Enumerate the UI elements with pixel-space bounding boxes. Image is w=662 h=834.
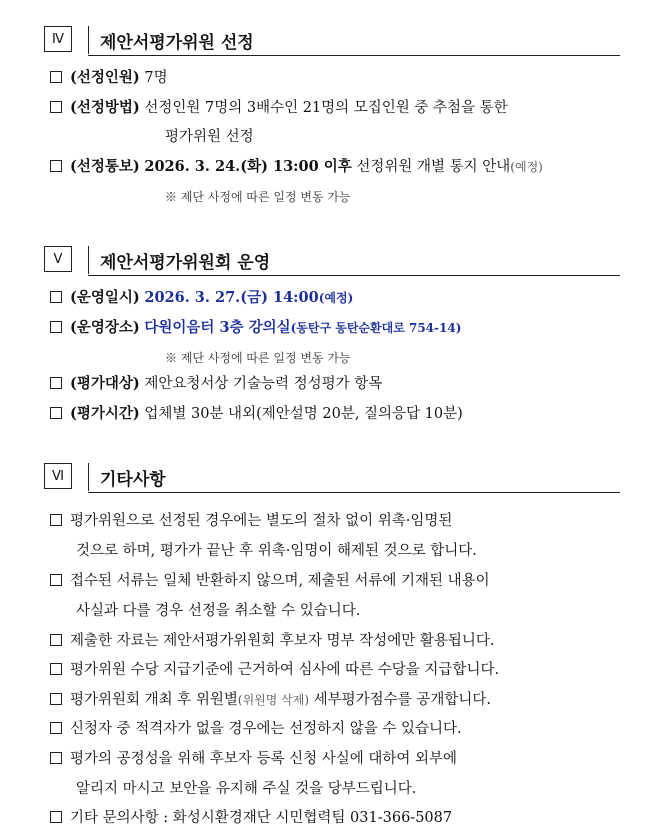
- item-text-continued: 사실과 다를 경우 선정을 취소할 수 있습니다.: [76, 603, 361, 619]
- item-label: (선정인원): [70, 69, 140, 86]
- list-item: [50, 157, 622, 177]
- checkbox-icon: [50, 722, 62, 734]
- checkbox-icon: [50, 693, 62, 705]
- section-6-header: [44, 463, 620, 493]
- item-text: 평가위원회 개최 후 위원별: [70, 692, 238, 708]
- list-item: [50, 318, 622, 338]
- item-text-continued: 평가위원 선정: [165, 129, 254, 145]
- item-text: 평가의 공정성을 위해 후보자 등록 신청 사실에 대하여 외부에: [70, 751, 458, 767]
- list-item: [50, 404, 622, 424]
- list-item: [50, 690, 622, 710]
- checkbox-icon: [50, 663, 62, 675]
- checkbox-icon: [50, 514, 62, 526]
- list-item: [50, 749, 622, 769]
- meeting-place: 다원이음터 3층 강의실: [144, 319, 291, 336]
- meeting-datetime: 2026. 3. 27.(금) 14:00: [144, 289, 319, 306]
- tentative-note: (예정): [318, 291, 354, 305]
- section-5-header: [44, 246, 620, 276]
- item-text: 7명: [144, 70, 168, 86]
- checkbox-icon: [50, 321, 62, 333]
- list-item: [50, 288, 622, 308]
- divider: [88, 246, 89, 274]
- underline: [88, 55, 620, 56]
- checkbox-icon: [50, 634, 62, 646]
- meeting-address: (동탄구 동탄순환대로 754-14): [290, 321, 462, 335]
- list-item: [50, 68, 622, 88]
- item-label: (평가대상): [70, 375, 140, 392]
- item-text: 평가위원으로 선정된 경우에는 별도의 절차 없이 위촉·임명된: [70, 513, 453, 529]
- item-label: (운영장소): [70, 319, 140, 336]
- item-label: (선정통보): [70, 158, 140, 175]
- underline: [88, 492, 620, 493]
- list-item: [50, 511, 622, 531]
- section-numeral: Ⅵ: [44, 463, 72, 489]
- list-item: [50, 808, 622, 828]
- underline: [88, 275, 620, 276]
- checkbox-icon: [50, 574, 62, 586]
- section-numeral: Ⅳ: [44, 26, 72, 52]
- item-label: (운영일시): [70, 289, 140, 306]
- item-text: 평가위원 수당 지급기준에 근거하여 심사에 따른 수당을 지급합니다.: [70, 662, 500, 678]
- item-text: 접수된 서류는 일체 반환하지 않으며, 제출된 서류에 기재된 내용이: [70, 573, 490, 589]
- checkbox-icon: [50, 377, 62, 389]
- item-text-continued: 것으로 하며, 평가가 끝난 후 위촉·임명이 해제된 것으로 합니다.: [76, 543, 477, 559]
- item-text: 세부평가점수를 공개합니다.: [313, 692, 491, 708]
- list-item: [50, 98, 622, 118]
- checkbox-icon: [50, 752, 62, 764]
- checkbox-icon: [50, 71, 62, 83]
- item-text: 신청자 중 적격자가 없을 경우에는 선정하지 않을 수 있습니다.: [70, 721, 462, 737]
- checkbox-icon: [50, 811, 62, 823]
- item-text: 선정위원 개별 통지 안내: [356, 159, 511, 175]
- list-item: [50, 571, 622, 591]
- notify-date: 2026. 3. 24.(화) 13:00 이후: [144, 158, 352, 175]
- checkbox-icon: [50, 407, 62, 419]
- item-text: 업체별 30분 내외(제안설명 20분, 질의응답 10분): [144, 406, 463, 422]
- list-item: [50, 374, 622, 394]
- item-text-continued: 알리지 마시고 보안을 유지해 주실 것을 당부드립니다.: [76, 781, 417, 797]
- section-title: 제안서평가위원 선정: [100, 33, 254, 53]
- list-item: [50, 719, 622, 739]
- schedule-note: ※ 제단 사정에 따른 일정 변동 가능: [165, 351, 351, 365]
- section-title: 제안서평가위원회 운영: [100, 253, 271, 273]
- list-item: [50, 631, 622, 651]
- section-numeral: Ⅴ: [44, 246, 72, 272]
- checkbox-icon: [50, 160, 62, 172]
- checkbox-icon: [50, 101, 62, 113]
- divider: [88, 26, 89, 54]
- schedule-note: ※ 제단 사정에 따른 일정 변동 가능: [165, 190, 351, 204]
- item-text: 선정인원 7명의 3배수인 21명의 모집인원 중 추첨을 통한: [144, 100, 508, 116]
- section-4-header: [44, 26, 620, 56]
- contact-info: 기타 문의사항 : 화성시환경재단 시민협력팀 031-366-5087: [70, 810, 453, 826]
- tentative-note: (예정): [510, 160, 543, 174]
- section-title: 기타사항: [100, 470, 166, 490]
- divider: [88, 463, 89, 491]
- list-item: [50, 660, 622, 680]
- item-label: (평가시간): [70, 405, 140, 422]
- item-text: 제출한 자료는 제안서평가위원회 후보자 명부 작성에만 활용됩니다.: [70, 633, 495, 649]
- checkbox-icon: [50, 291, 62, 303]
- item-paren-note: (위원명 삭제): [237, 693, 310, 707]
- item-label: (선정방법): [70, 99, 140, 116]
- item-text: 제안요청서상 기술능력 정성평가 항목: [144, 376, 383, 392]
